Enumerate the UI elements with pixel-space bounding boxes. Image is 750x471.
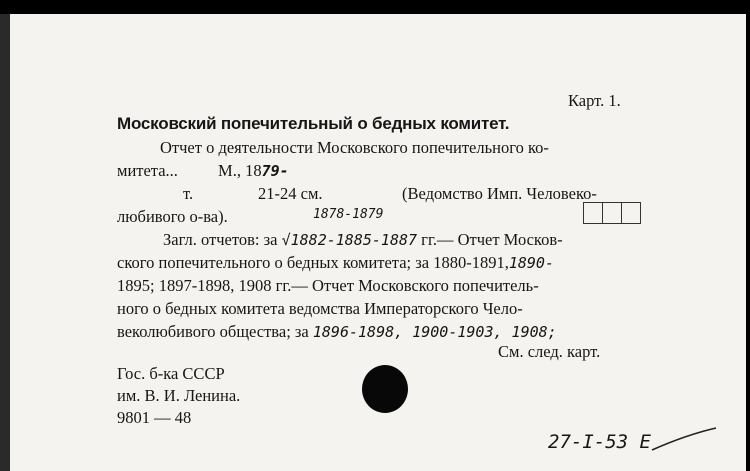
note-line2	[117, 253, 554, 273]
card-number: Карт. 1.	[568, 91, 621, 110]
note-text: веколюбивого общества; за	[117, 322, 309, 341]
punch-hole	[362, 365, 408, 413]
library-shelfmark: 9801 — 48	[117, 408, 192, 427]
series-statement: (Ведомство Имп. Человеко-	[402, 184, 597, 203]
card-heading: Московский попечительный о бедных комитет.	[117, 114, 510, 133]
series-statement-cont: любивого о-ва).	[117, 207, 228, 226]
entry-title-line1: Отчет о деятельности Московского попечительного ко-	[160, 138, 549, 157]
note-text: 1897-1898, 1908 гг.— Отчет Московского попечитель-	[158, 276, 539, 295]
handwritten-note-years: √1882-1885-1887	[281, 231, 418, 249]
note-cont: гг.— Отчет Москов-	[421, 230, 563, 249]
note-line5	[117, 322, 557, 342]
size-cm: 21-24 см.	[258, 184, 323, 203]
handwritten-years: 1878-1879	[313, 207, 384, 222]
note-line4: ного о бедных комитета ведомства Императорского Чело-	[117, 299, 523, 318]
checkbox-grid	[583, 202, 641, 224]
check-box	[621, 202, 641, 224]
catalog-card	[0, 14, 746, 471]
size-volume: т.	[183, 184, 194, 203]
see-next-card: См. след. карт.	[498, 342, 601, 361]
note-line3	[117, 276, 539, 296]
handwritten-note-years: 1896-1898, 1900-1903, 1908;	[312, 323, 557, 341]
check-box	[583, 202, 602, 224]
check-box	[602, 202, 621, 224]
signature-flourish	[650, 424, 720, 454]
note-text: 1895;	[117, 276, 155, 295]
entry-imprint: М., 18	[218, 161, 262, 180]
handwritten-date: 27-I-53 Е	[548, 431, 651, 453]
handwritten-note-years: 1890-	[508, 254, 554, 272]
entry-title-end: митета...	[117, 161, 178, 180]
library-name: Гос. б-ка СССР	[117, 364, 225, 383]
library-name-cont: им. В. И. Ленина.	[117, 386, 241, 405]
handwritten-year: 79-	[261, 162, 289, 180]
entry-title-line2	[117, 161, 289, 181]
note-text: ского попечительного о бедных комитета; за 1880-1891,	[117, 253, 509, 272]
note-prefix: Загл. отчетов: за	[163, 230, 278, 249]
card-left-edge	[0, 14, 10, 471]
note-line1	[163, 230, 563, 250]
